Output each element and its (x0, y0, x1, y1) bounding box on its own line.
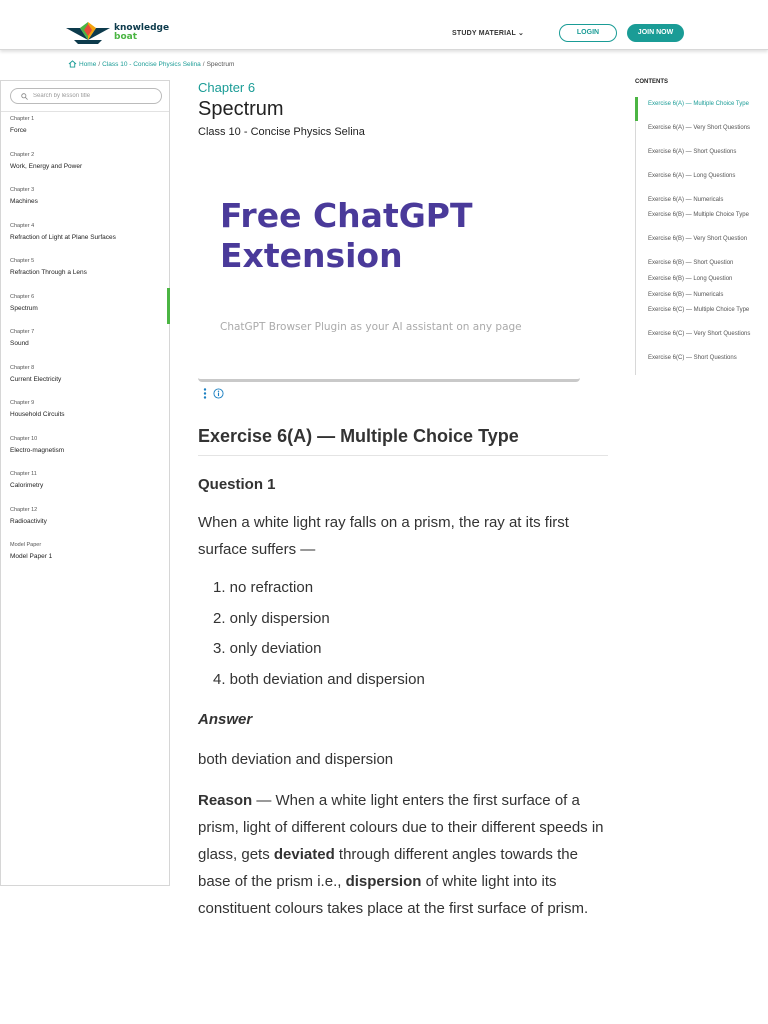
reason-bold-deviated: deviated (273, 846, 335, 863)
chapter-title: Calorimetry (10, 482, 44, 489)
chapter-number: Chapter 5 (10, 258, 35, 264)
active-indicator (635, 97, 638, 121)
top-header (0, 0, 768, 50)
reason-text-1: — When a white light enters the first surface of a prism, light of different colours due to their different speeds in glass, gets (198, 792, 604, 863)
logo[interactable] (66, 22, 169, 44)
sidebar-item-chapter-10[interactable] (1, 436, 169, 470)
answer-options (213, 576, 425, 698)
question-label: Question 1 (198, 476, 276, 493)
sidebar-item-chapter-2[interactable] (1, 152, 169, 186)
sidebar-item-chapter-3[interactable] (1, 187, 169, 221)
chapter-number: Chapter 9 (10, 400, 35, 406)
sidebar-item-chapter-12[interactable] (1, 507, 169, 541)
ad-subtitle: ChatGPT Browser Plugin as your AI assistant on any page (220, 321, 522, 333)
boat-logo-icon (66, 22, 110, 44)
contents-item[interactable]: Exercise 6(A) — Numericals (648, 197, 724, 203)
ad-title: Free ChatGPT Extension (220, 196, 473, 275)
logo-word-knowledge: knowledge (114, 23, 170, 33)
contents-heading: CONTENTS (635, 79, 668, 85)
reason-text-2: through different angles towards the base of the prism i.e., (198, 846, 578, 890)
contents-item[interactable]: Exercise 6(C) — Very Short Questions (648, 331, 751, 337)
breadcrumb-separator: / (98, 60, 101, 68)
chapter-number: Chapter 8 (10, 364, 35, 371)
sidebar-item-chapter-7[interactable] (1, 329, 169, 363)
reason-label: Reason (198, 792, 253, 809)
contents-item[interactable]: Exercise 6(C) — Multiple Choice Type (648, 307, 750, 313)
option-item: 3. only deviation (213, 640, 322, 657)
chapter-number: Chapter 1 (10, 116, 35, 122)
breadcrumb-class[interactable]: Class 10 - Concise Physics Selina (102, 60, 201, 68)
reason-bold-dispersion: dispersion (345, 873, 422, 890)
ad-banner[interactable] (198, 160, 580, 382)
chevron-down-icon: ⌄ (518, 30, 525, 37)
chapter-number: Model Paper (10, 542, 42, 548)
divider (1, 111, 169, 112)
chapter-number: Chapter 12 (10, 506, 38, 513)
option-item: 4. both deviation and dispersion (213, 670, 425, 688)
option-item: 1. no refraction (213, 579, 314, 596)
chapter-title: Household Circuits (10, 411, 65, 418)
home-icon[interactable] (68, 60, 77, 68)
sidebar-item-chapter-8[interactable] (1, 365, 169, 399)
chapter-title: Model Paper 1 (10, 553, 53, 560)
active-indicator (167, 288, 170, 324)
chapter-number: Chapter 7 (10, 329, 35, 335)
page-title: Spectrum (198, 98, 284, 120)
sidebar-item-chapter-1[interactable] (1, 116, 169, 150)
chapter-number: Chapter 4 (10, 222, 35, 229)
chapter-title: Machines (10, 198, 38, 205)
chapter-title: Sound (10, 340, 29, 347)
chapter-title: Refraction of Light at Plane Surfaces (10, 233, 116, 241)
chapter-title: Force (10, 127, 27, 134)
breadcrumb-current: Spectrum (206, 60, 235, 68)
reason-paragraph (198, 787, 608, 922)
chapter-sidebar (0, 80, 170, 886)
chapter-number: Chapter 6 (10, 293, 35, 300)
contents-item[interactable]: Exercise 6(C) — Short Questions (648, 355, 737, 361)
info-icon[interactable] (213, 388, 224, 399)
chapter-title: Work, Energy and Power (10, 162, 83, 170)
chapter-number: Chapter 11 (10, 471, 37, 477)
exercise-heading: Exercise 6(A) — Multiple Choice Type (198, 426, 519, 446)
question-text: When a white light ray falls on a prism, the ray at its first surface suffers — (198, 514, 569, 558)
reason-text-3: of white light into its constituent colours takes place at the first surface of prism. (198, 873, 589, 917)
option-item: 2. only dispersion (213, 609, 330, 627)
sidebar-item-chapter-11[interactable] (1, 471, 169, 505)
join-now-button[interactable]: JOIN NOW (627, 24, 684, 42)
search-input[interactable] (33, 90, 158, 102)
chapter-title: Spectrum (10, 304, 38, 312)
contents-list (635, 97, 763, 375)
contents-item[interactable]: Exercise 6(A) — Very Short Questions (648, 125, 751, 131)
sidebar-item-model-paper[interactable] (1, 542, 169, 576)
chapter-title: Radioactivity (10, 517, 47, 525)
ad-controls (203, 388, 224, 399)
breadcrumb-separator: / (202, 60, 205, 68)
chapter-number: Chapter 2 (10, 151, 35, 158)
chapter-label: Chapter 6 (198, 80, 256, 95)
contents-item[interactable]: Exercise 6(A) — Long Questions (648, 173, 736, 179)
lesson-search[interactable] (10, 88, 162, 104)
sidebar-item-chapter-9[interactable] (1, 400, 169, 434)
contents-item[interactable]: Exercise 6(A) — Multiple Choice Type (648, 101, 749, 107)
contents-item[interactable]: Exercise 6(A) — Short Questions (648, 149, 737, 155)
sidebar-item-chapter-4[interactable] (1, 223, 169, 257)
search-icon (21, 93, 28, 100)
contents-item[interactable]: Exercise 6(B) — Numericals (648, 292, 724, 298)
contents-item[interactable]: Exercise 6(B) — Short Question (648, 260, 734, 266)
kebab-menu-icon[interactable] (203, 388, 207, 399)
divider (198, 455, 608, 456)
chapter-title: Electro-magnetism (10, 446, 65, 454)
study-material-label: STUDY MATERIAL (452, 30, 516, 37)
sidebar-item-chapter-6[interactable] (1, 294, 169, 328)
chapter-title: Current Electricity (10, 375, 62, 383)
logo-wordmark (114, 24, 169, 42)
page-subtitle: Class 10 - Concise Physics Selina (198, 126, 365, 138)
study-material-menu[interactable] (452, 29, 524, 37)
sidebar-item-chapter-5[interactable] (1, 258, 169, 292)
chapter-title: Refraction Through a Lens (10, 269, 87, 276)
contents-item[interactable]: Exercise 6(B) — Long Question (648, 276, 733, 282)
logo-word-boat: boat (114, 32, 138, 42)
contents-item[interactable]: Exercise 6(B) — Multiple Choice Type (648, 212, 749, 218)
answer-label: Answer (198, 711, 253, 728)
answer-text: both deviation and dispersion (198, 751, 394, 768)
contents-item[interactable]: Exercise 6(B) — Very Short Question (648, 236, 748, 242)
login-button[interactable]: LOGIN (559, 24, 617, 42)
chapter-number: Chapter 3 (10, 187, 35, 193)
breadcrumb (68, 60, 234, 68)
breadcrumb-home[interactable]: Home (79, 60, 97, 68)
chapter-number: Chapter 10 (10, 435, 38, 442)
